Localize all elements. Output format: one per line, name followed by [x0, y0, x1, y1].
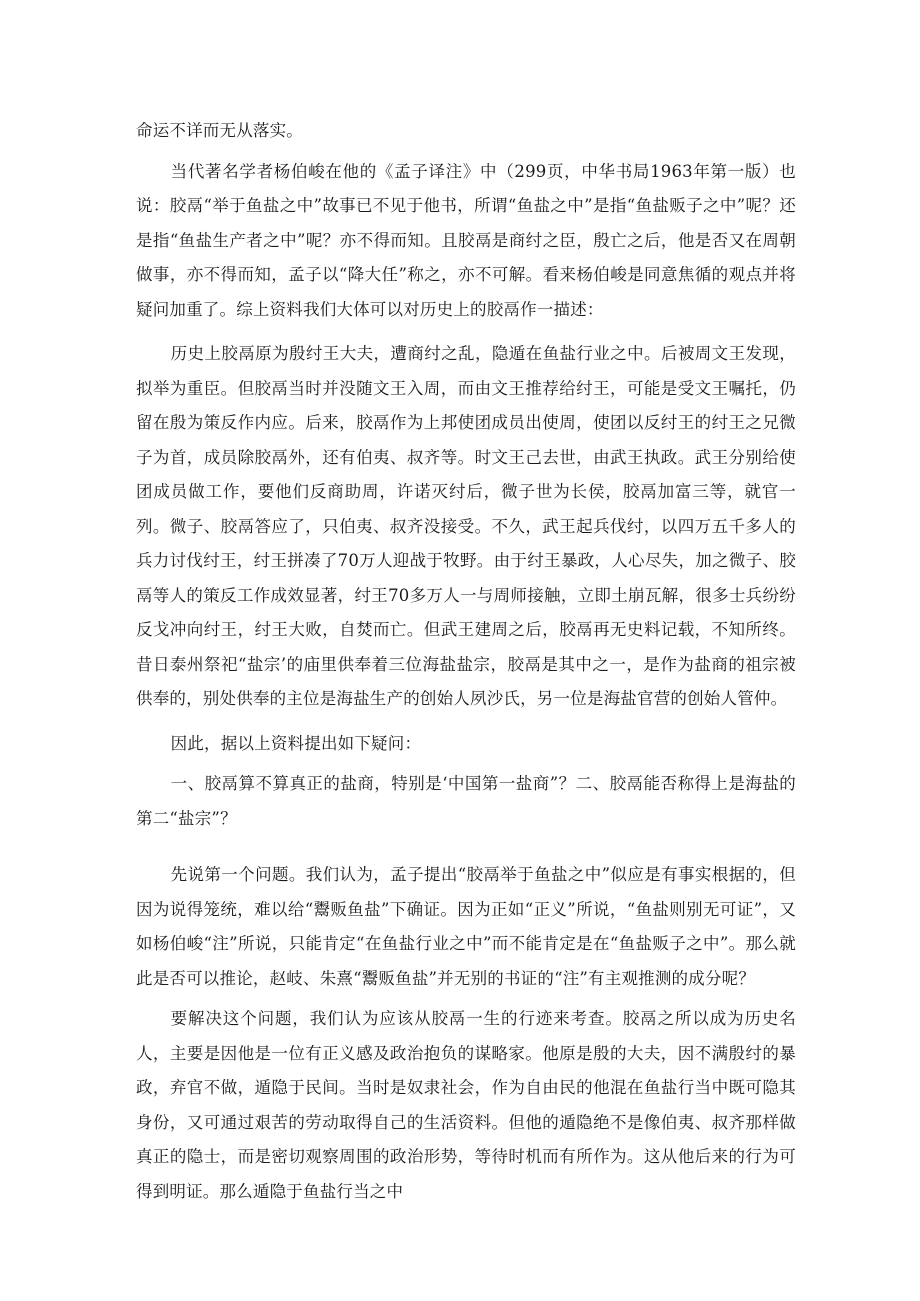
paragraph-5: 一、胶鬲算不算真正的盐商，特别是‘中国第一盐商”？二、胶鬲能否称得上是海盐的第二“盐宗”？: [136, 774, 796, 828]
document-body: [136, 114, 796, 1209]
paragraph-4: 因此，据以上资料提出如下疑问：: [170, 733, 422, 753]
paragraph-2: 当代著名学者杨伯峻在他的《孟子译注》中（299页，中华书局1963年第一版）也说：胶鬲“举于鱼盐之中”故事已不见于他书，所谓“鱼盐之中”是指“鱼盐贩子之中”呢？还是指“鱼盐生产者之中”呢？亦不得而知。且胶鬲是商纣之臣，殷亡之后，他是否又在周朝做事，亦不得而知，孟子以“降大任”称之，亦不可解。看来杨伯峻是同意焦循的观点并将疑问加重了。综上资料我们大体可以对历史上的胶鬲作一描述：: [136, 161, 796, 319]
paragraph-1: 命运不详而无从落实。: [136, 121, 303, 140]
paragraph-6: 先说第一个问题。我们认为，孟子提出“胶鬲举于鱼盐之中”似应是有事实根据的，但因为说得笼统，难以给“鬻贩鱼盐”下确证。因为正如“正义”所说，“鱼盐则别无可证”，又如杨伯峻“注”所说，只能肯定“在鱼盐行业之中”而不能肯定是在“鱼盐贩子之中”。那么就此是否可以推论，赵岐、朱熹“鬻贩鱼盐”并无别的书证的“注”有主观推测的成分呢？: [136, 865, 796, 988]
paragraph-7: 要解决这个问题，我们认为应该从胶鬲一生的行迹来考查。胶鬲之所以成为历史名人，主要是因他是一位有正义感及政治抱负的谋略家。他原是殷的大夫，因不满殷纣的暴政，弃官不做，遁隐于民间。当时是奴隶社会，作为自由民的他混在鱼盐行当中既可隐其身份，又可通过艰苦的劳动取得自己的生活资料。但他的遁隐绝不是像伯夷、叔齐那样做真正的隐士，而是密切观察周围的政治形势，等待时机而有所作为。这从他后来的行为可得到明证。那么遁隐于鱼盐行当之中: [136, 1009, 796, 1201]
paragraph-3: 历史上胶鬲原为殷纣王大夫，遭商纣之乱，隐遁在鱼盐行业之中。后被周文王发现，拟举为重臣。但胶鬲当时并没随文王入周，而由文王推荐给纣王，可能是受文王嘱托，仍留在殷为策反作内应。后来，胶鬲作为上邦使团成员出使周，使团以反纣王的纣王之兄微子为首，成员除胶鬲外，还有伯夷、叔齐等。时文王己去世，由武王执政。武王分别给使团成员做工作，要他们反商助周，许诺灭纣后，微子世为长侯，胶鬲加富三等，就官一列。微子、胶鬲答应了，只伯夷、叔齐没接受。不久，武王起兵伐纣，以四万五千多人的兵力讨伐纣王，纣王拼凑了70万人迎战于牧野。由于纣王暴政，人心尽失，加之微子、胶鬲等人的策反工作成效显著，纣王70多万人一与周师接触，立即土崩瓦解，很多士兵纷纷反戈冲向纣王，纣王大败，自焚而亡。但武王建周之后，胶鬲再无史料记载，不知所终。昔日泰州祭祀“盐宗’的庙里供奉着三位海盐盐宗，胶鬲是其中之一，是作为盐商的祖宗被供奉的，别处供奉的主位是海盐生产的创始人夙沙氏，另一位是海盐官营的创始人管仲。: [136, 344, 796, 708]
